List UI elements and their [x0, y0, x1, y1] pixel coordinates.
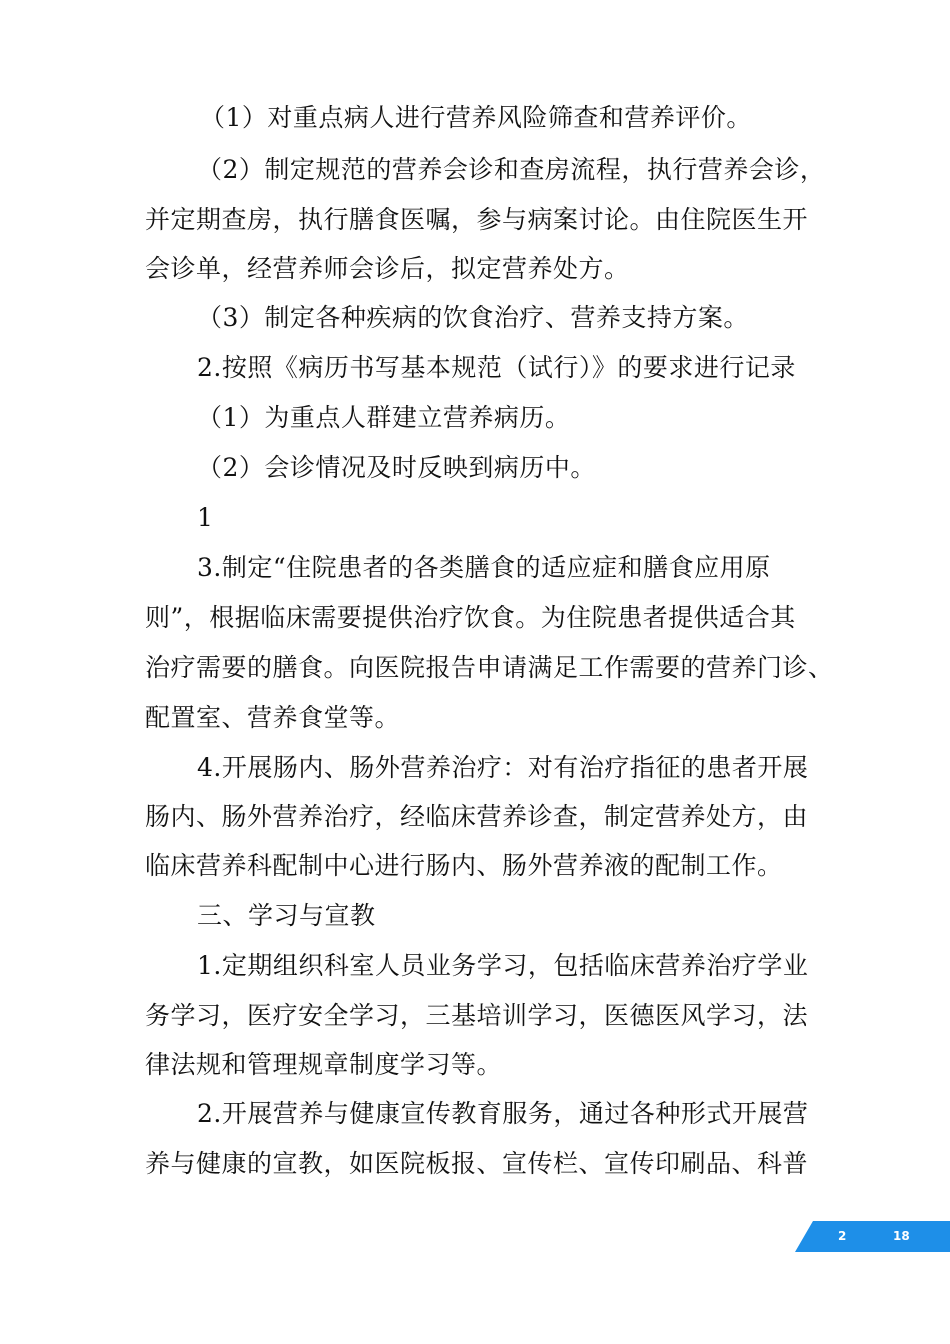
- text-line: 2.按照《病历书写基本规范（试行）》的要求进行记录: [197, 353, 796, 382]
- text-line: 临床营养科配制中心进行肠内、肠外营养液的配制工作。: [145, 851, 783, 880]
- total-pages-number: 18: [893, 1229, 910, 1243]
- text-line: 3.制定“住院患者的各类膳食的适应症和膳食应用原: [197, 553, 771, 582]
- text-line: 治疗需要的膳食。向医院报告申请满足工作需要的营养门诊、: [145, 653, 834, 682]
- text-line: （2）会诊情况及时反映到病历中。: [197, 453, 596, 482]
- text-line: （3）制定各种疾病的饮食治疗、营养支持方案。: [197, 303, 749, 332]
- text-line: 会诊单，经营养师会诊后，拟定营养处方。: [145, 254, 630, 283]
- text-line: 配置室、营养食堂等。: [145, 703, 401, 732]
- page-indicator-band: [795, 1221, 950, 1252]
- text-line: （1）对重点病人进行营养风险筛查和营养评价。: [200, 103, 752, 132]
- text-line: 养与健康的宣教，如医院板报、宣传栏、宣传印刷品、科普: [145, 1149, 809, 1178]
- page-band-shape: [795, 1221, 950, 1252]
- text-line: 务学习，医疗安全学习，三基培训学习，医德医风学习，法: [145, 1001, 809, 1030]
- text-line: （2）制定规范的营养会诊和查房流程，执行营养会诊，: [197, 155, 826, 184]
- text-line: 1: [197, 503, 214, 532]
- text-line: 并定期查房，执行膳食医嘱，参与病案讨论。由住院医生开: [145, 205, 809, 234]
- text-line: 4.开展肠内、肠外营养治疗：对有治疗指征的患者开展: [197, 753, 809, 782]
- text-line: （1）为重点人群建立营养病历。: [197, 403, 571, 432]
- text-line: 1.定期组织科室人员业务学习，包括临床营养治疗学业: [197, 951, 809, 980]
- text-line: 则”，根据临床需要提供治疗饮食。为住院患者提供适合其: [145, 603, 796, 632]
- text-line: 2.开展营养与健康宣传教育服务，通过各种形式开展营: [197, 1099, 809, 1128]
- text-line: 肠内、肠外营养治疗，经临床营养诊查，制定营养处方，由: [145, 802, 809, 831]
- text-line: 律法规和管理规章制度学习等。: [145, 1050, 503, 1079]
- current-page-number: 2: [838, 1229, 847, 1243]
- text-line: 三、学习与宣教: [197, 901, 376, 930]
